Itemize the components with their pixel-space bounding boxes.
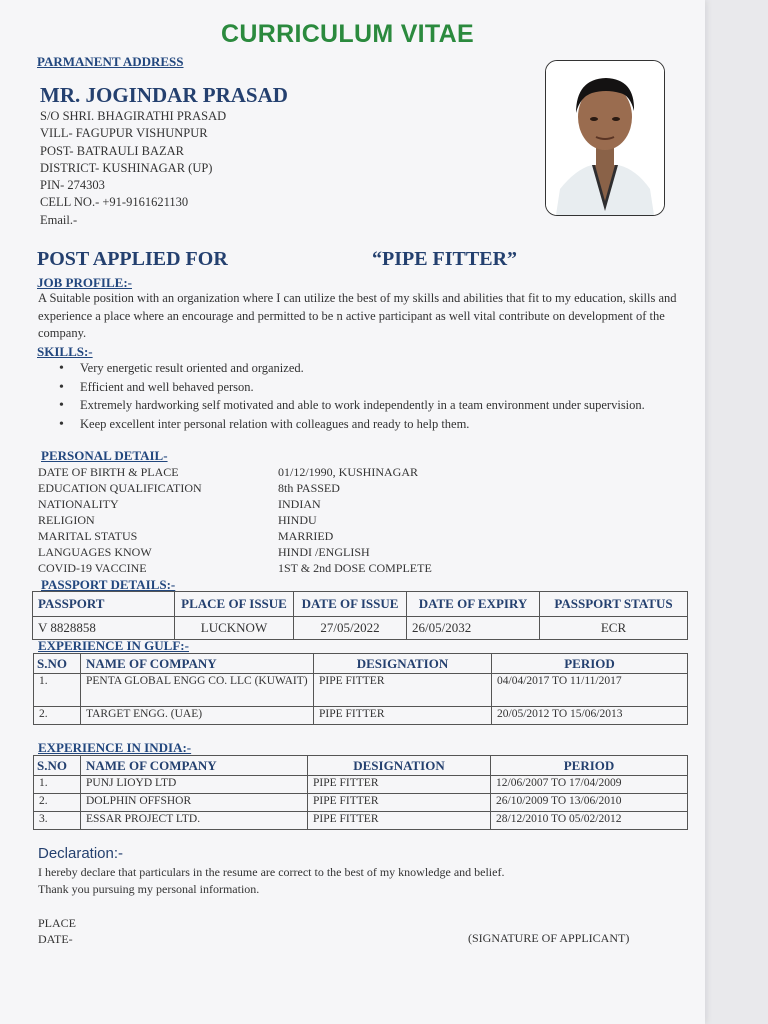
address-line: Email.- — [40, 212, 78, 227]
table-row — [33, 617, 688, 640]
table-header: DESIGNATION — [308, 756, 491, 776]
address-line: S/O SHRI. BHAGIRATHI PRASAD — [40, 109, 227, 123]
table-header: PERIOD — [491, 756, 688, 776]
declaration-line: I hereby declare that particulars in the resume are correct to the best of my knowledge and belief. — [38, 865, 505, 879]
table-header: DESIGNATION — [314, 654, 492, 674]
address-line: PIN- 274303 — [40, 178, 105, 193]
table-header: NAME OF COMPANY — [81, 756, 308, 776]
table-cell: 3. — [34, 812, 81, 830]
table-cell: 04/04/2017 TO 11/11/2017 — [492, 674, 688, 707]
address-block — [40, 108, 226, 229]
post-applied-label: POST APPLIED FOR — [37, 248, 228, 270]
table-cell: ESSAR PROJECT LTD. — [81, 812, 308, 830]
personal-row — [38, 480, 478, 496]
personal-row — [38, 544, 478, 560]
table-cell: TARGET ENGG. (UAE) — [81, 707, 314, 725]
skills-list — [55, 360, 695, 434]
place-date-block — [38, 915, 76, 947]
table-cell: PIPE FITTER — [308, 812, 491, 830]
personal-row — [38, 512, 478, 528]
table-row — [34, 794, 688, 812]
table-header: PASSPORT STATUS — [540, 592, 688, 617]
table-cell: 12/06/2007 TO 17/04/2009 — [491, 776, 688, 794]
date-label: DATE- — [38, 932, 73, 946]
table-row — [34, 674, 688, 707]
table-cell: PIPE FITTER — [314, 674, 492, 707]
table-cell: PIPE FITTER — [308, 776, 491, 794]
personal-value: 1ST & 2nd DOSE COMPLETE — [278, 561, 432, 575]
address-line: POST- BATRAULI BAZAR — [40, 143, 185, 158]
personal-key: EDUCATION QUALIFICATION — [38, 481, 202, 495]
table-cell: 2. — [34, 707, 81, 725]
table-header: PERIOD — [492, 654, 688, 674]
table-header: NAME OF COMPANY — [81, 654, 314, 674]
personal-value: 8th PASSED — [278, 481, 340, 495]
table-row — [34, 707, 688, 725]
personal-key: RELIGION — [38, 513, 95, 527]
applicant-name: MR. JOGINDAR PRASAD — [40, 83, 288, 107]
table-header-row — [34, 756, 688, 776]
india-experience-heading: EXPERIENCE IN INDIA:- — [38, 740, 192, 755]
place-label: PLACE — [38, 916, 77, 930]
skills-heading: SKILLS:- — [37, 344, 93, 359]
address-line: VILL- FAGUPUR VISHUNPUR — [40, 126, 208, 141]
table-cell: 1. — [34, 776, 81, 794]
gulf-experience-heading: EXPERIENCE IN GULF:- — [38, 638, 189, 653]
table-row — [34, 812, 688, 830]
table-cell: LUCKNOW — [175, 617, 294, 640]
personal-value: MARRIED — [278, 529, 334, 543]
india-experience-table — [33, 755, 688, 830]
table-cell: DOLPHIN OFFSHOR — [81, 794, 308, 812]
personal-value: INDIAN — [278, 497, 321, 511]
table-cell: 20/05/2012 TO 15/06/2013 — [492, 707, 688, 725]
table-cell: PIPE FITTER — [308, 794, 491, 812]
table-header-row — [33, 592, 688, 617]
table-header: PLACE OF ISSUE — [175, 592, 294, 617]
table-cell: PIPE FITTER — [314, 707, 492, 725]
table-header: S.NO — [34, 654, 81, 674]
personal-row — [38, 496, 478, 512]
personal-value: HINDI /ENGLISH — [278, 545, 370, 559]
declaration-line: Thank you pursuing my personal information. — [38, 882, 260, 896]
skill-item: • Efficient and well behaved person. — [55, 379, 695, 397]
table-cell: 27/05/2022 — [294, 617, 407, 640]
job-profile-text: A Suitable position with an organization where I can utilize the best of my skills and abilities that fit to my education, skills and experience a place where an encourage and permitted to be n active participant as well vital contribute on development of the company. — [38, 291, 677, 340]
table-cell: 26/10/2009 TO 13/06/2010 — [491, 794, 688, 812]
signature-label: (SIGNATURE OF APPLICANT) — [468, 931, 630, 945]
post-applied-value: “PIPE FITTER” — [372, 248, 518, 270]
personal-key: NATIONALITY — [38, 497, 119, 511]
skill-item: • Extremely hardworking self motivated and able to work independently in a team environment under supervision. — [55, 397, 695, 415]
personal-key: LANGUAGES KNOW — [38, 545, 152, 559]
personal-key: MARITAL STATUS — [38, 529, 138, 543]
personal-heading: PERSONAL DETAIL- — [41, 448, 168, 463]
declaration-text — [38, 864, 504, 898]
job-profile-heading: JOB PROFILE:- — [37, 275, 132, 290]
personal-value: 01/12/1990, KUSHINAGAR — [278, 465, 419, 479]
passport-heading: PASSPORT DETAILS:- — [41, 577, 176, 592]
table-cell: ECR — [540, 617, 688, 640]
table-cell: 2. — [34, 794, 81, 812]
table-cell: 1. — [34, 674, 81, 707]
personal-row — [38, 464, 478, 480]
address-heading: PARMANENT ADDRESS — [37, 54, 184, 69]
table-header-row — [34, 654, 688, 674]
table-header: PASSPORT — [33, 592, 175, 617]
skill-item: • Keep excellent inter personal relation with colleagues and ready to help them. — [55, 416, 695, 434]
table-header: DATE OF ISSUE — [294, 592, 407, 617]
table-cell: 26/05/2032 — [407, 617, 540, 640]
table-header: S.NO — [34, 756, 81, 776]
document-title: CURRICULUM VITAE — [221, 20, 474, 48]
personal-key: DATE OF BIRTH & PLACE — [38, 465, 179, 479]
table-cell: V 8828858 — [33, 617, 175, 640]
personal-key: COVID-19 VACCINE — [38, 561, 147, 575]
table-row — [34, 776, 688, 794]
skill-item: • Very energetic result oriented and organized. — [55, 360, 695, 378]
table-cell: PENTA GLOBAL ENGG CO. LLC (KUWAIT) — [81, 674, 314, 707]
personal-value: HINDU — [278, 513, 317, 527]
applicant-photo — [545, 60, 665, 216]
table-header: DATE OF EXPIRY — [407, 592, 540, 617]
gulf-experience-table — [33, 653, 688, 725]
table-cell: 28/12/2010 TO 05/02/2012 — [491, 812, 688, 830]
address-line: DISTRICT- KUSHINAGAR (UP) — [40, 160, 213, 175]
address-line: CELL NO.- +91-9161621130 — [40, 195, 189, 210]
passport-table — [32, 591, 688, 640]
declaration-heading: Declaration:- — [38, 845, 124, 862]
personal-row — [38, 528, 478, 544]
table-cell: PUNJ LIOYD LTD — [81, 776, 308, 794]
personal-row — [38, 560, 478, 576]
personal-details — [38, 464, 478, 576]
